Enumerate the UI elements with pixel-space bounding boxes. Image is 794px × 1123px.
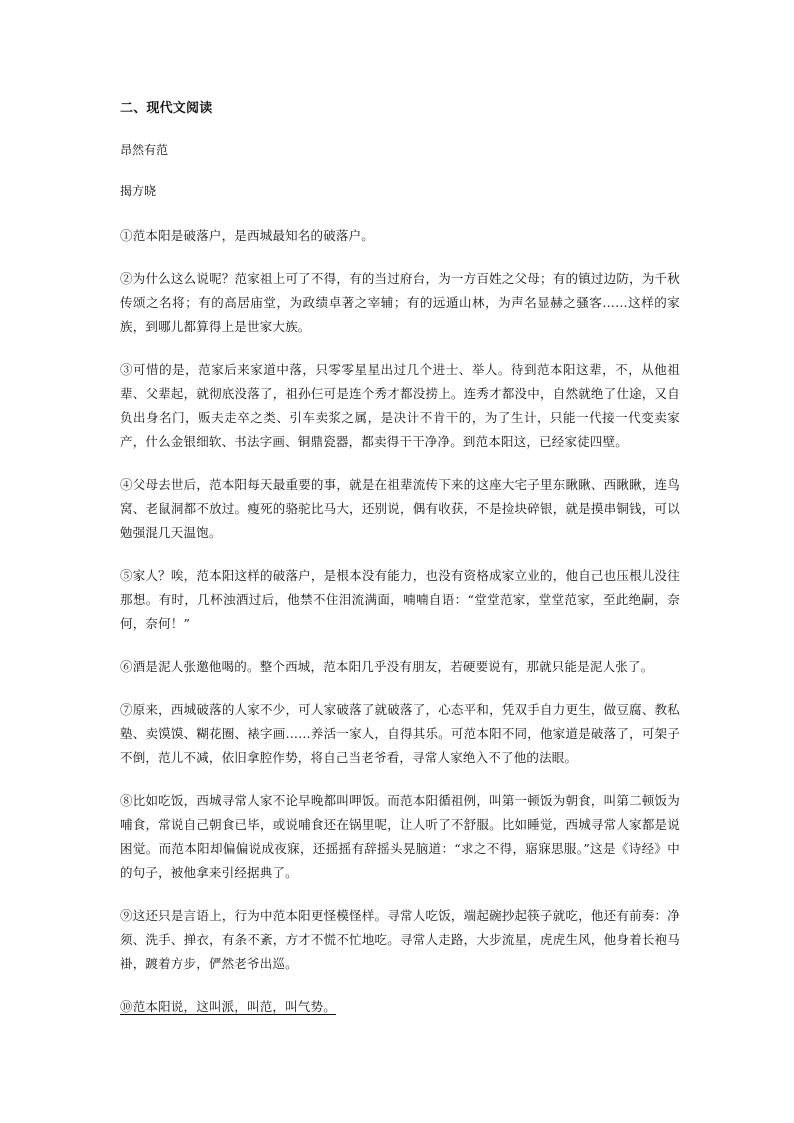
paragraph-1: ①范本阳是破落户，是西城最知名的破落户。 — [120, 228, 375, 243]
story-author: 揭方晓 — [120, 184, 157, 198]
story-title: 昂然有范 — [120, 143, 169, 157]
paragraph-9: ⑨这还只是言语上，行为中范本阳更怪模怪样。寻常人吃饭，端起碗抄起筷子就吃，他还有前奏：净须、洗手、掸衣，有条不紊，方才不慌不忙地吃。寻常人走路，大步流星，虎虎生风，他身着长袍马褂，踱着方步，俨然老爷出巡。 — [120, 908, 680, 971]
paragraph-5: ⑤家人？唉，范本阳这样的破落户，是根本没有能力，也没有资格成家立业的，他自己也压根儿没往那想。有时，几杯浊酒过后，他禁不住泪流满面，喃喃自语：“堂堂范家，堂堂范家，至此绝嗣，奈何，奈何！” — [120, 568, 680, 631]
section-heading: 二、现代文阅读 — [120, 101, 213, 116]
paragraph-2: ②为什么这么说呢？范家祖上可了不得，有的当过府台，为一方百姓之父母；有的镇过边防，为千秋传颂之名将；有的高居庙堂，为政绩卓著之宰辅；有的远遁山林，为声名显赫之骚客……这样的家族，到哪儿都算得上是世家大族。 — [120, 271, 680, 334]
paragraph-8: ⑧比如吃饭，西城寻常人家不论早晚都叫呷饭。而范本阳循祖例，叫第一顿饭为朝食，叫第二顿饭为哺食，常说自己朝食已毕，或说哺食还在锅里呢，让人听了不舒服。比如睡觉，西城寻常人家都是说困觉。而范本阳却偏偏说成夜寐，还摇摇有辞摇头晃脑道：“求之不得，寤寐思服。”这是《诗经》中的句子，被他拿来引经据典了。 — [120, 793, 680, 880]
paragraph-6: ⑥酒是泥人张邀他喝的。整个西城，范本阳几乎没有朋友，若硬要说有，那就只能是泥人张了。 — [120, 659, 654, 674]
document-page — [120, 102, 680, 1038]
paragraph-10: ⑩范本阳说，这叫派，叫范，叫气势。 — [120, 999, 336, 1014]
paragraph-4: ④父母去世后，范本阳每天最重要的事，就是在祖辈流传下来的这座大宅子里东瞅瞅、西瞅瞅，连鸟窝、老鼠洞都不放过。瘦死的骆驼比马大，还别说，偶有收获，不是捡块碎银，就是摸串铜钱，可以勉强混几天温饱。 — [120, 477, 680, 540]
paragraph-7: ⑦原来，西城破落的人家不少，可人家破落了就破落了，心态平和，凭双手自力更生，做豆腐、教私塾、卖馍馍、糊花圈、裱字画……养活一家人，自得其乐。可范本阳不同，他家道是破落了，可架子不倒，范儿不减，依旧拿腔作势，将自己当老爷看，寻常人家绝入不了他的法眼。 — [120, 702, 680, 765]
paragraph-3: ③可惜的是，范家后来家道中落，只零零星星出过几个进士、举人。待到范本阳这辈，不，从他祖辈、父辈起，就彻底没落了，祖孙仨可是连个秀才都没捞上。连秀才都没中，自然就绝了仕途，又自负出身名门，贩夫走卒之类、引车卖浆之属，是决计不肯干的，为了生计，只能一代接一代变卖家产，什么金银细软、书法字画、铜鼎瓷器，都卖得干干净净。到范本阳这，已经家徒四壁。 — [120, 362, 680, 449]
